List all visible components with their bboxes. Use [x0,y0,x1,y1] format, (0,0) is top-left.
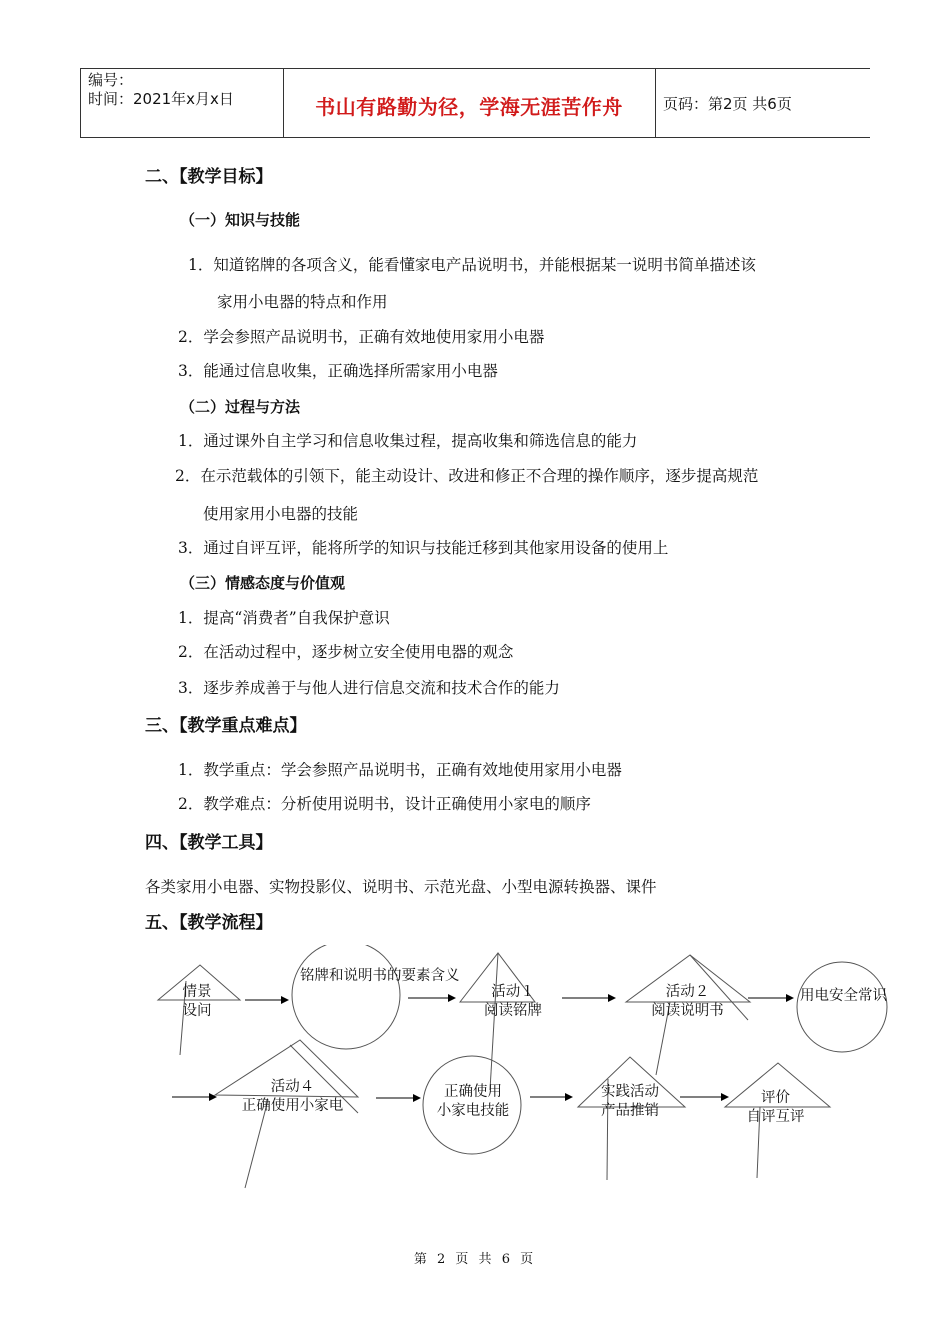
node-label: 阅读铭牌 [484,1003,542,1019]
connector-line [490,953,498,1090]
list-item: 3．能通过信息收集，正确选择所需家用小电器 [178,362,498,380]
section-title: 三、【教学重点难点】 [145,716,307,736]
header-motto: 书山有路勤为径，学海无涯苦作舟 [315,95,623,119]
node-label: 小家电技能 [436,1103,510,1119]
flow-node-scenario [172,983,222,1021]
section-title: 四、【教学工具】 [145,833,273,853]
node-label: 正确使用 [444,1084,502,1100]
list-item: 3．逐步养成善于与他人进行信息交流和技术合作的能力 [178,679,560,697]
node-label: 活动２ [665,984,710,1000]
tools-text: 各类家用小电器、实物投影仪、说明书、示范光盘、小型电源转换器、课件 [145,878,657,896]
list-item: 2．教学难点：分析使用说明书，设计正确使用小家电的顺序 [178,795,591,813]
flow-node-activity2 [640,983,735,1021]
header-meta [88,71,234,109]
flow-node-skill [430,1083,516,1121]
node-label: 正确使用小家电 [241,1098,344,1114]
section-title: 二、【教学目标】 [145,167,273,187]
node-label: 活动４ [270,1079,315,1095]
list-item: 1．知道铭牌的各项含义，能看懂家电产品说明书，并能根据某一说明书简单描述该 [188,256,756,274]
node-label: 自评互评 [746,1109,805,1125]
subsection-title: （一）知识与技能 [180,211,301,229]
flow-node-activity4 [230,1078,355,1116]
teaching-flow-diagram [150,945,910,1195]
flow-node-elements: 铭牌和说明书的要素含义 [300,968,460,984]
node-label: 活动１ [491,984,535,1000]
header-page: 页码：第2页 共6页 [663,95,792,113]
flow-node-safety: 用电安全常识 [800,988,887,1004]
list-item: 1．教学重点：学会参照产品说明书，正确有效地使用家用小电器 [178,761,622,779]
list-item: 1．通过课外自主学习和信息收集过程，提高收集和筛选信息的能力 [178,432,638,450]
list-item: 2．在示范载体的引领下，能主动设计、改进和修正不合理的操作顺序，逐步提高规范 [175,467,759,485]
subsection-title: （二）过程与方法 [180,398,301,416]
list-item: 2．学会参照产品说明书，正确有效地使用家用小电器 [178,328,545,346]
header-divider [80,69,81,137]
page-header [80,68,870,138]
page-footer: 第 2 页 共 6 页 [413,1252,537,1267]
list-item: 2．在活动过程中，逐步树立安全使用电器的观念 [178,643,514,661]
node-label: 设问 [182,1003,212,1019]
flow-node-practice [590,1083,670,1121]
node-label: 实践活动 [601,1084,659,1100]
flow-node-activity1 [468,983,558,1021]
header-number: 编号： [88,71,134,89]
list-item: 家用小电器的特点和作用 [217,293,388,311]
circle-node [797,962,887,1052]
flow-node-evaluation [738,1089,813,1127]
header-divider [655,69,656,137]
section-title: 五、【教学流程】 [145,913,273,933]
node-label: 产品推销 [601,1103,659,1119]
subsection-title: （三）情感态度与价值观 [180,574,346,592]
list-item: 1．提高“消费者”自我保护意识 [178,609,390,627]
circle-node [292,945,400,1049]
list-item: 使用家用小电器的技能 [203,505,359,523]
node-label: 评价 [761,1090,790,1106]
list-item: 3．通过自评互评，能将所学的知识与技能迁移到其他家用设备的使用上 [178,539,669,557]
node-label: 情景 [182,984,212,1000]
header-time: 时间：2021年x月x日 [88,90,234,108]
node-label: 阅读说明书 [651,1003,724,1019]
